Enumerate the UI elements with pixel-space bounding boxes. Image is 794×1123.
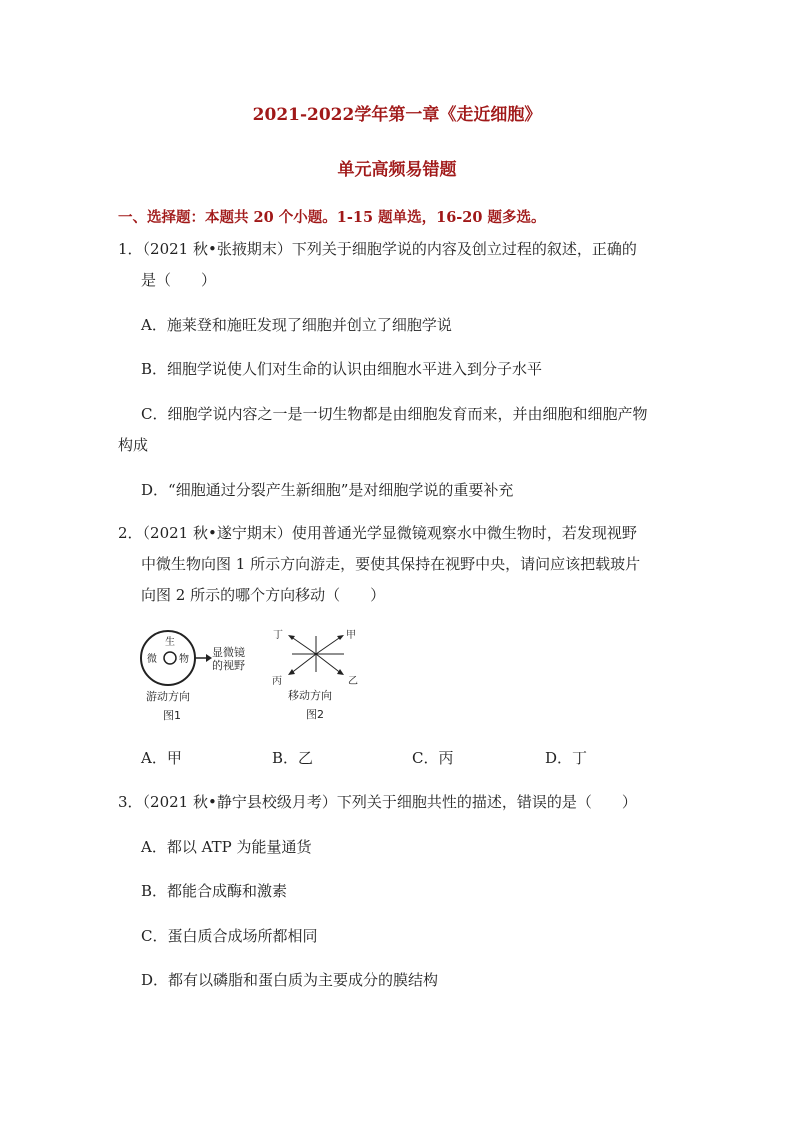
question-2-option-a: A．甲 xyxy=(141,749,182,767)
section-heading: 一、选择题：本题共 20 个小题。1-15 题单选，16-20 题多选。 xyxy=(118,209,546,226)
arrow-ding-line xyxy=(290,636,316,654)
fig1-side-label-2: 的视野 xyxy=(212,659,245,672)
question-2-option-c: C．丙 xyxy=(412,749,454,767)
microbe-label-right: 物 xyxy=(179,654,189,665)
figure-2 xyxy=(268,622,368,722)
figure-1 xyxy=(132,625,272,725)
question-1-stem: 1．（2021 秋•张掖期末）下列关于细胞学说的内容及创立过程的叙述，正确的 xyxy=(118,240,637,258)
microbe-label-left: 微 xyxy=(147,654,157,665)
microbe-body xyxy=(164,652,176,664)
question-1-option-a: A．施莱登和施旺发现了细胞并创立了细胞学说 xyxy=(141,316,452,334)
question-1-option-b: B．细胞学说使人们对生命的认识由细胞水平进入到分子水平 xyxy=(141,360,543,378)
arrow-yi-line xyxy=(316,654,342,674)
question-1-option-c-cont: 构成 xyxy=(118,436,149,454)
dir-label-bing: 丙 xyxy=(272,676,282,687)
dir-label-ding: 丁 xyxy=(273,630,283,641)
arrow-bing-icon xyxy=(288,669,295,675)
question-2-option-d: D．丁 xyxy=(545,749,588,767)
question-1-stem-cont: 是（ ） xyxy=(141,271,217,289)
question-3-option-b: B．都能合成酶和激素 xyxy=(141,882,288,900)
question-3-option-c: C．蛋白质合成场所都相同 xyxy=(141,927,318,945)
question-2-option-b: B．乙 xyxy=(272,749,314,767)
fig1-caption-2: 图1 xyxy=(163,709,181,722)
question-2-stem: 2．（2021 秋•遂宁期末）使用普通光学显微镜观察水中微生物时，若发现视野 xyxy=(118,524,637,542)
arrow-bing-line xyxy=(290,654,316,674)
question-3-option-d: D．都有以磷脂和蛋白质为主要成分的膜结构 xyxy=(141,971,439,989)
dir-label-jia: 甲 xyxy=(346,630,356,641)
question-2-stem-cont1: 中微生物向图 1 所示方向游走，要使其保持在视野中央，请问应该把载玻片 xyxy=(141,555,641,573)
microbe-label-top: 生 xyxy=(165,637,175,648)
question-3-stem: 3．（2021 秋•静宁县校级月考）下列关于细胞共性的描述，错误的是（ ） xyxy=(118,793,637,811)
dir-label-yi: 乙 xyxy=(348,676,358,687)
fig1-caption-1: 游动方向 xyxy=(146,690,190,703)
question-1-option-d: D．“细胞通过分裂产生新细胞”是对细胞学说的重要补充 xyxy=(141,481,514,499)
fig1-side-label-1: 显微镜 xyxy=(212,646,245,659)
fig2-caption-1: 移动方向 xyxy=(288,689,332,702)
question-2-stem-cont2: 向图 2 所示的哪个方向移动（ ） xyxy=(141,586,386,604)
arrow-jia-line xyxy=(316,636,342,654)
fig2-caption-2: 图2 xyxy=(306,708,324,721)
page-title: 2021-2022学年第一章《走近细胞》 xyxy=(252,105,542,125)
page-subtitle: 单元高频易错题 xyxy=(337,160,457,180)
question-3-option-a: A．都以 ATP 为能量通货 xyxy=(141,838,312,856)
arrow-yi-icon xyxy=(337,669,344,675)
question-1-option-c: C．细胞学说内容之一是一切生物都是由细胞发育而来，并由细胞和细胞产物 xyxy=(141,405,648,423)
